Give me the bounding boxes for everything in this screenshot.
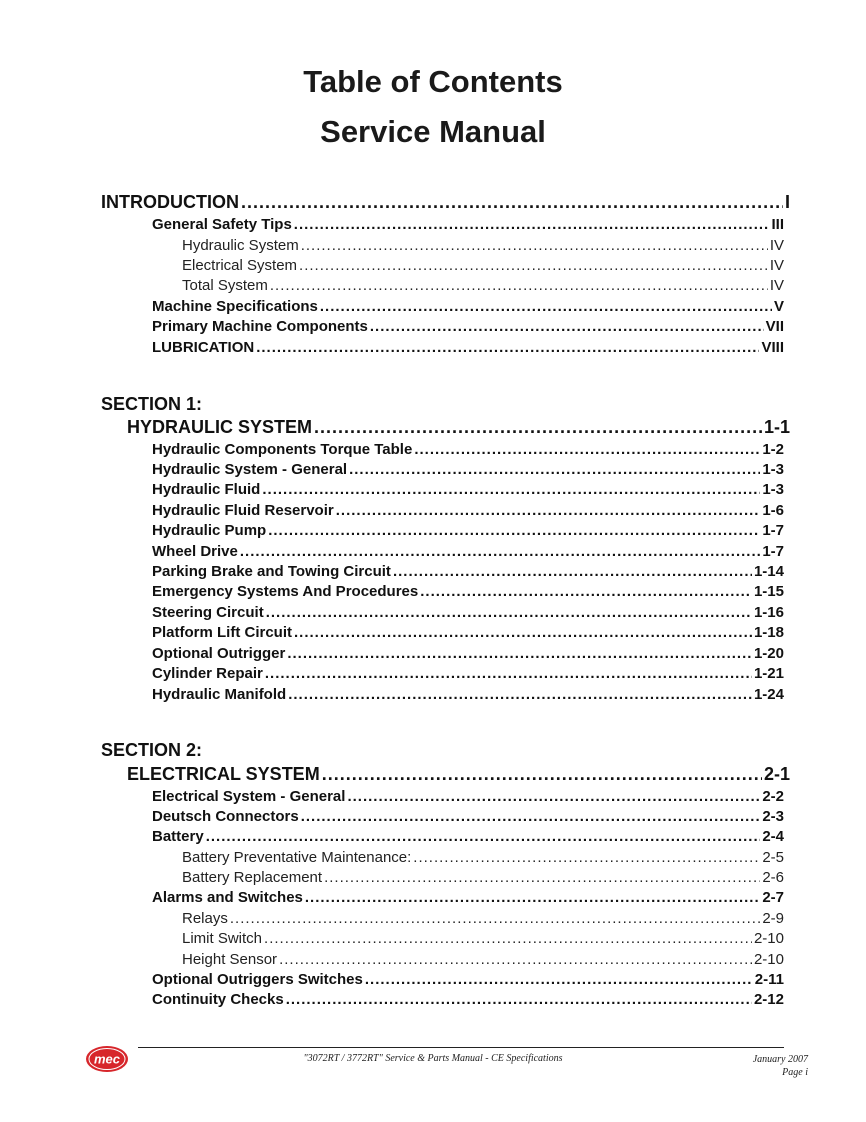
page-title-line1: Table of Contents bbox=[303, 64, 563, 99]
toc-entry[interactable]: Optional Outrigger ..... 1-20 bbox=[152, 645, 784, 662]
toc-entry[interactable]: Alarms and Switches ..... 2-7 bbox=[152, 889, 784, 906]
toc-subentry[interactable]: Relays ..... 2-9 bbox=[182, 910, 784, 927]
toc-entry[interactable]: Optional Outriggers Switches ..... 2-11 bbox=[152, 971, 784, 988]
toc-entry[interactable]: Electrical System - General ..... 2-2 bbox=[152, 788, 784, 805]
toc-entry[interactable]: Deutsch Connectors ..... 2-3 bbox=[152, 808, 784, 825]
toc-entry[interactable]: Hydraulic Components Torque Table ..... 1-2 bbox=[152, 441, 784, 458]
toc-entry[interactable]: Primary Machine Components ..... VII bbox=[152, 318, 784, 335]
toc-entry[interactable]: Continuity Checks ..... 2-12 bbox=[152, 991, 784, 1008]
toc-subentry[interactable]: Total System ..... IV bbox=[182, 277, 784, 294]
page-title-line2: Service Manual bbox=[320, 114, 546, 149]
footer-date: January 2007 bbox=[752, 1054, 808, 1065]
toc-entry[interactable]: Parking Brake and Towing Circuit ..... 1-14 bbox=[152, 563, 784, 580]
toc-entry[interactable]: Cylinder Repair ..... 1-21 bbox=[152, 665, 784, 682]
toc-entry[interactable]: Hydraulic Fluid Reservoir ..... 1-6 bbox=[152, 502, 784, 519]
toc-subentry[interactable]: Battery Preventative Maintenance: ..... 2-5 bbox=[182, 849, 784, 866]
toc-entry[interactable]: Steering Circuit ..... 1-16 bbox=[152, 604, 784, 621]
toc-section2-heading[interactable]: ELECTRICAL SYSTEM ..... 2-1 bbox=[127, 764, 790, 785]
toc-subentry[interactable]: Battery Replacement ..... 2-6 bbox=[182, 869, 784, 886]
toc-entry[interactable]: Machine Specifications ..... V bbox=[152, 298, 784, 315]
section2-label: SECTION 2: bbox=[101, 740, 203, 760]
toc-entry[interactable]: Emergency Systems And Procedures ..... 1-15 bbox=[152, 583, 784, 600]
toc-entry[interactable]: Hydraulic Pump ..... 1-7 bbox=[152, 522, 784, 539]
toc-entry[interactable]: Wheel Drive ..... 1-7 bbox=[152, 543, 784, 560]
toc-entry[interactable]: General Safety Tips ..... III bbox=[152, 216, 784, 233]
footer-manual-title: "3072RT / 3772RT" Service & Parts Manual - CE Specifications bbox=[303, 1053, 563, 1064]
toc-subentry[interactable]: Height Sensor ..... 2-10 bbox=[182, 951, 784, 968]
toc-entry[interactable]: LUBRICATION ..... VIII bbox=[152, 339, 784, 356]
toc-intro-heading[interactable]: INTRODUCTION ..... I bbox=[101, 192, 790, 213]
logo-text: mec bbox=[93, 1051, 121, 1067]
toc-entry[interactable]: Hydraulic Manifold ..... 1-24 bbox=[152, 686, 784, 703]
toc-subentry[interactable]: Electrical System ..... IV bbox=[182, 257, 784, 274]
toc-entry[interactable]: Hydraulic System - General ..... 1-3 bbox=[152, 461, 784, 478]
toc-subentry[interactable]: Limit Switch ..... 2-10 bbox=[182, 930, 784, 947]
footer-divider bbox=[138, 1047, 784, 1048]
toc-subentry[interactable]: Hydraulic System ..... IV bbox=[182, 237, 784, 254]
toc-entry[interactable]: Hydraulic Fluid ..... 1-3 bbox=[152, 481, 784, 498]
toc-entry[interactable]: Battery ..... 2-4 bbox=[152, 828, 784, 845]
toc-entry[interactable]: Platform Lift Circuit ..... 1-18 bbox=[152, 624, 784, 641]
footer-page-number: Page i bbox=[782, 1067, 808, 1078]
section1-label: SECTION 1: bbox=[101, 394, 203, 414]
toc-section1-heading[interactable]: HYDRAULIC SYSTEM ..... 1-1 bbox=[127, 417, 790, 438]
footer-date-block bbox=[753, 1053, 808, 1079]
